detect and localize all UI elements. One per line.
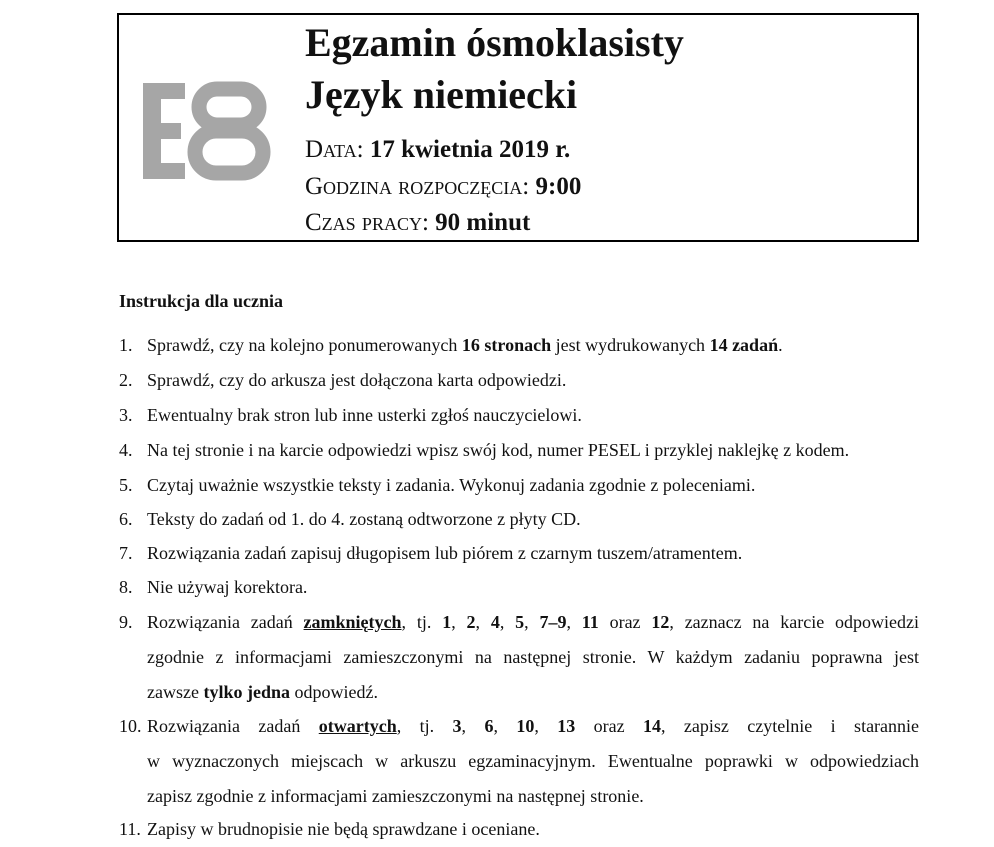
start-value: 9:00 (535, 173, 582, 200)
exam-title: Egzamin ósmoklasisty (305, 20, 684, 65)
instruction-number: 5. (119, 475, 133, 495)
e8-logo (139, 81, 275, 181)
instruction-number: 1. (119, 335, 133, 355)
instruction-text: Sprawdź, czy do arkusza jest dołączona karta odpowiedzi. (147, 370, 567, 390)
instruction-text: Czytaj uważnie wszystkie teksty i zadania. Wykonuj zadania zgodnie z poleceniami. (147, 475, 756, 495)
date-value: 17 kwietnia 2019 r. (369, 136, 571, 163)
date-label: Data: (305, 136, 364, 163)
duration-value: 90 minut (435, 209, 531, 236)
instruction-number: 10. (119, 716, 142, 736)
exam-subject: Język niemiecki (305, 72, 578, 117)
instruction-text: Nie używaj korektora. (147, 577, 308, 597)
instruction-number: 2. (119, 370, 133, 390)
exam-date (305, 135, 570, 165)
instruction-number: 8. (119, 577, 133, 597)
instruction-text: Rozwiązania zadań otwartych, tj. 3, 6, 10, 13 oraz 14, zapisz czytelnie i starannie w wyznaczonych miejscach w arkuszu egzaminacyjnym. Ewentualne poprawki w odpowiedziach zapisz zgodnie z informacjami zamieszczonymi na następnej stronie. (147, 716, 920, 806)
instructions-heading: Instrukcja dla ucznia (119, 291, 284, 311)
instruction-text: Zapisy w brudnopisie nie będą sprawdzane i oceniane. (147, 819, 540, 839)
exam-start-time (305, 172, 581, 202)
duration-label: Czas pracy: (305, 209, 429, 236)
instruction-text: Sprawdź, czy na kolejno ponumerowanych 16 stronach jest wydrukowanych 14 zadań. (147, 335, 783, 355)
start-label: Godzina rozpoczęcia: (305, 173, 530, 200)
exam-header-box (117, 13, 919, 242)
instruction-number: 9. (119, 612, 133, 632)
instruction-text: Teksty do zadań od 1. do 4. zostaną odtworzone z płyty CD. (147, 509, 581, 529)
instruction-number: 11. (119, 819, 141, 839)
instruction-number: 7. (119, 543, 133, 563)
instruction-text: Ewentualny brak stron lub inne usterki zgłoś nauczycielowi. (147, 405, 582, 425)
instruction-text: Na tej stronie i na karcie odpowiedzi wpisz swój kod, numer PESEL i przyklej naklejkę z kodem. (147, 440, 850, 460)
instruction-number: 6. (119, 509, 133, 529)
instruction-text: Rozwiązania zadań zamkniętych, tj. 1, 2, 4, 5, 7–9, 11 oraz 12, zaznacz na karcie odpowiedzi zgodnie z informacjami zamieszczonymi na następnej stronie. W każdym zadaniu poprawna jest zawsze tylko jedna odpowiedź. (147, 612, 919, 702)
exam-duration (305, 208, 530, 238)
instruction-number: 4. (119, 440, 133, 460)
instruction-number: 3. (119, 405, 133, 425)
instruction-text: Rozwiązania zadań zapisuj długopisem lub piórem z czarnym tuszem/atramentem. (147, 543, 743, 563)
